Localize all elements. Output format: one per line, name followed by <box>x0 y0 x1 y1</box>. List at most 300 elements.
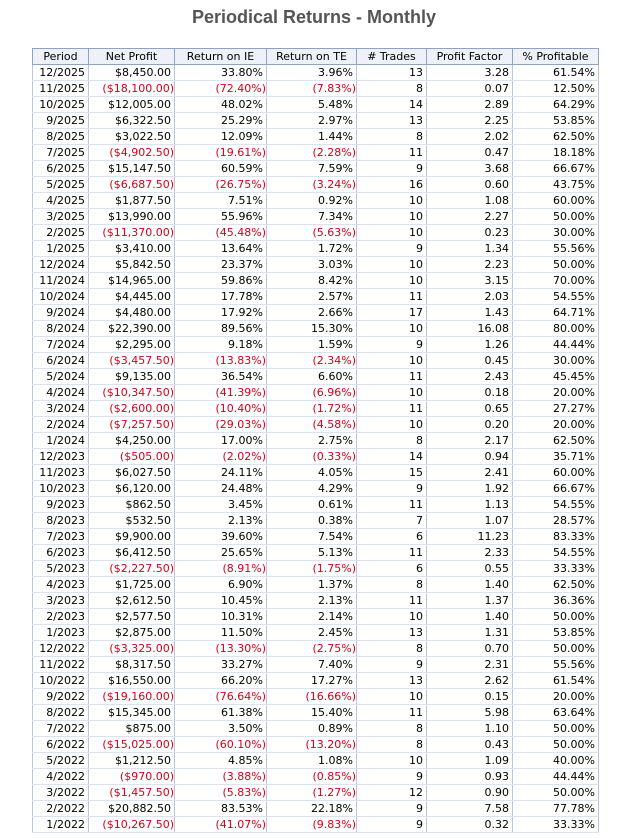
trades-cell: 7 <box>357 513 427 529</box>
return-on-te-cell: 22.18% <box>267 801 357 817</box>
percent-profitable-cell: 50.00% <box>513 737 599 753</box>
returns-table-container <box>32 48 599 833</box>
table-row <box>33 801 599 817</box>
net-profit-cell: ($3,325.00) <box>89 641 175 657</box>
net-profit-cell: $9,900.00 <box>89 529 175 545</box>
column-header-trades: # Trades <box>357 49 427 65</box>
period-cell: 5/2025 <box>33 177 89 193</box>
profit-factor-cell: 0.45 <box>427 353 513 369</box>
percent-profitable-cell: 50.00% <box>513 641 599 657</box>
table-row <box>33 177 599 193</box>
percent-profitable-cell: 40.00% <box>513 753 599 769</box>
period-cell: 8/2025 <box>33 129 89 145</box>
return-on-ie-cell: (72.40%) <box>175 81 267 97</box>
net-profit-cell: $6,322.50 <box>89 113 175 129</box>
percent-profitable-cell: 60.00% <box>513 465 599 481</box>
percent-profitable-cell: 61.54% <box>513 673 599 689</box>
period-cell: 2/2024 <box>33 417 89 433</box>
percent-profitable-cell: 20.00% <box>513 385 599 401</box>
return-on-te-cell: 6.60% <box>267 369 357 385</box>
profit-factor-cell: 0.07 <box>427 81 513 97</box>
net-profit-cell: $12,005.00 <box>89 97 175 113</box>
table-row <box>33 65 599 81</box>
net-profit-cell: $1,877.50 <box>89 193 175 209</box>
table-row <box>33 721 599 737</box>
percent-profitable-cell: 83.33% <box>513 529 599 545</box>
return-on-ie-cell: 4.85% <box>175 753 267 769</box>
percent-profitable-cell: 30.00% <box>513 353 599 369</box>
period-cell: 12/2025 <box>33 65 89 81</box>
return-on-ie-cell: 9.18% <box>175 337 267 353</box>
trades-cell: 11 <box>357 545 427 561</box>
return-on-ie-cell: 55.96% <box>175 209 267 225</box>
period-cell: 9/2022 <box>33 689 89 705</box>
trades-cell: 8 <box>357 577 427 593</box>
return-on-ie-cell: 2.13% <box>175 513 267 529</box>
table-header-row <box>33 49 599 65</box>
return-on-ie-cell: 13.64% <box>175 241 267 257</box>
net-profit-cell: $15,147.50 <box>89 161 175 177</box>
return-on-ie-cell: (10.40%) <box>175 401 267 417</box>
table-body <box>33 65 599 833</box>
trades-cell: 13 <box>357 625 427 641</box>
return-on-te-cell: 7.54% <box>267 529 357 545</box>
profit-factor-cell: 2.03 <box>427 289 513 305</box>
profit-factor-cell: 0.94 <box>427 449 513 465</box>
net-profit-cell: $6,027.50 <box>89 465 175 481</box>
return-on-te-cell: 0.38% <box>267 513 357 529</box>
return-on-te-cell: (9.83%) <box>267 817 357 833</box>
return-on-ie-cell: 12.09% <box>175 129 267 145</box>
return-on-te-cell: 2.57% <box>267 289 357 305</box>
return-on-te-cell: (2.75%) <box>267 641 357 657</box>
percent-profitable-cell: 55.56% <box>513 241 599 257</box>
trades-cell: 15 <box>357 465 427 481</box>
net-profit-cell: $4,250.00 <box>89 433 175 449</box>
return-on-ie-cell: 39.60% <box>175 529 267 545</box>
trades-cell: 10 <box>357 417 427 433</box>
table-row <box>33 289 599 305</box>
return-on-ie-cell: (45.48%) <box>175 225 267 241</box>
column-header-percent-profitable: % Profitable <box>513 49 599 65</box>
period-cell: 3/2022 <box>33 785 89 801</box>
return-on-ie-cell: 48.02% <box>175 97 267 113</box>
period-cell: 4/2022 <box>33 769 89 785</box>
return-on-te-cell: 15.40% <box>267 705 357 721</box>
period-cell: 1/2025 <box>33 241 89 257</box>
net-profit-cell: $2,295.00 <box>89 337 175 353</box>
trades-cell: 8 <box>357 721 427 737</box>
net-profit-cell: $2,875.00 <box>89 625 175 641</box>
return-on-ie-cell: 25.65% <box>175 545 267 561</box>
page-title: Periodical Returns - Monthly <box>191 7 437 27</box>
percent-profitable-cell: 61.54% <box>513 65 599 81</box>
profit-factor-cell: 3.28 <box>427 65 513 81</box>
return-on-te-cell: (1.72%) <box>267 401 357 417</box>
table-row <box>33 417 599 433</box>
return-on-te-cell: 0.89% <box>267 721 357 737</box>
return-on-ie-cell: 10.45% <box>175 593 267 609</box>
percent-profitable-cell: 30.00% <box>513 225 599 241</box>
profit-factor-cell: 0.70 <box>427 641 513 657</box>
return-on-ie-cell: (5.83%) <box>175 785 267 801</box>
net-profit-cell: $22,390.00 <box>89 321 175 337</box>
table-row <box>33 689 599 705</box>
table-row <box>33 817 599 833</box>
table-row <box>33 369 599 385</box>
period-cell: 9/2025 <box>33 113 89 129</box>
return-on-ie-cell: 3.50% <box>175 721 267 737</box>
net-profit-cell: ($19,160.00) <box>89 689 175 705</box>
trades-cell: 11 <box>357 289 427 305</box>
trades-cell: 17 <box>357 305 427 321</box>
period-cell: 7/2025 <box>33 145 89 161</box>
percent-profitable-cell: 33.33% <box>513 561 599 577</box>
net-profit-cell: ($18,100.00) <box>89 81 175 97</box>
return-on-ie-cell: (26.75%) <box>175 177 267 193</box>
net-profit-cell: $3,022.50 <box>89 129 175 145</box>
column-header-return-on-te: Return on TE <box>267 49 357 65</box>
profit-factor-cell: 0.47 <box>427 145 513 161</box>
trades-cell: 10 <box>357 353 427 369</box>
return-on-te-cell: (2.28%) <box>267 145 357 161</box>
trades-cell: 10 <box>357 209 427 225</box>
profit-factor-cell: 1.43 <box>427 305 513 321</box>
profit-factor-cell: 2.02 <box>427 129 513 145</box>
return-on-te-cell: 2.13% <box>267 593 357 609</box>
percent-profitable-cell: 54.55% <box>513 289 599 305</box>
return-on-ie-cell: 10.31% <box>175 609 267 625</box>
percent-profitable-cell: 70.00% <box>513 273 599 289</box>
return-on-te-cell: 5.48% <box>267 97 357 113</box>
trades-cell: 8 <box>357 641 427 657</box>
period-cell: 11/2023 <box>33 465 89 481</box>
trades-cell: 11 <box>357 369 427 385</box>
table-row <box>33 161 599 177</box>
period-cell: 5/2023 <box>33 561 89 577</box>
return-on-ie-cell: 66.20% <box>175 673 267 689</box>
period-cell: 12/2022 <box>33 641 89 657</box>
net-profit-cell: $6,412.50 <box>89 545 175 561</box>
trades-cell: 11 <box>357 401 427 417</box>
percent-profitable-cell: 12.50% <box>513 81 599 97</box>
net-profit-cell: ($15,025.00) <box>89 737 175 753</box>
percent-profitable-cell: 18.18% <box>513 145 599 161</box>
net-profit-cell: ($10,347.50) <box>89 385 175 401</box>
trades-cell: 13 <box>357 673 427 689</box>
return-on-ie-cell: (8.91%) <box>175 561 267 577</box>
percent-profitable-cell: 80.00% <box>513 321 599 337</box>
period-cell: 11/2024 <box>33 273 89 289</box>
net-profit-cell: ($2,227.50) <box>89 561 175 577</box>
net-profit-cell: $5,842.50 <box>89 257 175 273</box>
percent-profitable-cell: 20.00% <box>513 417 599 433</box>
net-profit-cell: $2,577.50 <box>89 609 175 625</box>
table-row <box>33 209 599 225</box>
column-header-period: Period <box>33 49 89 65</box>
net-profit-cell: ($2,600.00) <box>89 401 175 417</box>
return-on-ie-cell: 7.51% <box>175 193 267 209</box>
profit-factor-cell: 2.17 <box>427 433 513 449</box>
profit-factor-cell: 1.40 <box>427 609 513 625</box>
period-cell: 10/2024 <box>33 289 89 305</box>
profit-factor-cell: 0.18 <box>427 385 513 401</box>
trades-cell: 10 <box>357 385 427 401</box>
trades-cell: 8 <box>357 737 427 753</box>
profit-factor-cell: 1.37 <box>427 593 513 609</box>
percent-profitable-cell: 62.50% <box>513 433 599 449</box>
period-cell: 10/2025 <box>33 97 89 113</box>
return-on-ie-cell: 11.50% <box>175 625 267 641</box>
table-row <box>33 113 599 129</box>
table-row <box>33 705 599 721</box>
table-row <box>33 753 599 769</box>
net-profit-cell: $3,410.00 <box>89 241 175 257</box>
table-row <box>33 337 599 353</box>
return-on-te-cell: 1.72% <box>267 241 357 257</box>
trades-cell: 6 <box>357 529 427 545</box>
net-profit-cell: ($11,370.00) <box>89 225 175 241</box>
return-on-ie-cell: 25.29% <box>175 113 267 129</box>
period-cell: 9/2023 <box>33 497 89 513</box>
percent-profitable-cell: 50.00% <box>513 609 599 625</box>
period-cell: 9/2024 <box>33 305 89 321</box>
net-profit-cell: ($505.00) <box>89 449 175 465</box>
period-cell: 4/2023 <box>33 577 89 593</box>
return-on-te-cell: (0.85%) <box>267 769 357 785</box>
profit-factor-cell: 0.60 <box>427 177 513 193</box>
net-profit-cell: ($1,457.50) <box>89 785 175 801</box>
period-cell: 5/2024 <box>33 369 89 385</box>
table-row <box>33 353 599 369</box>
percent-profitable-cell: 54.55% <box>513 545 599 561</box>
period-cell: 8/2024 <box>33 321 89 337</box>
trades-cell: 16 <box>357 177 427 193</box>
return-on-te-cell: 2.97% <box>267 113 357 129</box>
return-on-ie-cell: 3.45% <box>175 497 267 513</box>
period-cell: 1/2022 <box>33 817 89 833</box>
table-row <box>33 625 599 641</box>
profit-factor-cell: 16.08 <box>427 321 513 337</box>
table-row <box>33 97 599 113</box>
table-row <box>33 129 599 145</box>
trades-cell: 11 <box>357 705 427 721</box>
table-row <box>33 497 599 513</box>
net-profit-cell: $875.00 <box>89 721 175 737</box>
profit-factor-cell: 2.27 <box>427 209 513 225</box>
return-on-te-cell: 2.45% <box>267 625 357 641</box>
period-cell: 6/2022 <box>33 737 89 753</box>
profit-factor-cell: 2.62 <box>427 673 513 689</box>
return-on-ie-cell: 33.27% <box>175 657 267 673</box>
percent-profitable-cell: 62.50% <box>513 577 599 593</box>
net-profit-cell: $6,120.00 <box>89 481 175 497</box>
net-profit-cell: $1,212.50 <box>89 753 175 769</box>
return-on-ie-cell: 36.54% <box>175 369 267 385</box>
period-cell: 11/2022 <box>33 657 89 673</box>
percent-profitable-cell: 66.67% <box>513 481 599 497</box>
percent-profitable-cell: 44.44% <box>513 769 599 785</box>
period-cell: 1/2023 <box>33 625 89 641</box>
period-cell: 2/2023 <box>33 609 89 625</box>
period-cell: 3/2024 <box>33 401 89 417</box>
percent-profitable-cell: 20.00% <box>513 689 599 705</box>
trades-cell: 12 <box>357 785 427 801</box>
table-row <box>33 145 599 161</box>
return-on-te-cell: 1.37% <box>267 577 357 593</box>
trades-cell: 8 <box>357 81 427 97</box>
percent-profitable-cell: 77.78% <box>513 801 599 817</box>
period-cell: 8/2022 <box>33 705 89 721</box>
profit-factor-cell: 1.34 <box>427 241 513 257</box>
table-row <box>33 481 599 497</box>
table-row <box>33 241 599 257</box>
return-on-te-cell: 15.30% <box>267 321 357 337</box>
net-profit-cell: $8,450.00 <box>89 65 175 81</box>
period-cell: 6/2024 <box>33 353 89 369</box>
trades-cell: 10 <box>357 689 427 705</box>
return-on-ie-cell: (2.02%) <box>175 449 267 465</box>
percent-profitable-cell: 62.50% <box>513 129 599 145</box>
period-cell: 4/2025 <box>33 193 89 209</box>
profit-factor-cell: 1.09 <box>427 753 513 769</box>
table-row <box>33 81 599 97</box>
period-cell: 7/2023 <box>33 529 89 545</box>
percent-profitable-cell: 35.71% <box>513 449 599 465</box>
trades-cell: 10 <box>357 273 427 289</box>
return-on-ie-cell: 59.86% <box>175 273 267 289</box>
return-on-te-cell: 2.14% <box>267 609 357 625</box>
table-row <box>33 593 599 609</box>
table-row <box>33 385 599 401</box>
return-on-ie-cell: (60.10%) <box>175 737 267 753</box>
profit-factor-cell: 7.58 <box>427 801 513 817</box>
table-row <box>33 321 599 337</box>
period-cell: 3/2023 <box>33 593 89 609</box>
trades-cell: 11 <box>357 497 427 513</box>
profit-factor-cell: 0.23 <box>427 225 513 241</box>
profit-factor-cell: 1.10 <box>427 721 513 737</box>
profit-factor-cell: 3.68 <box>427 161 513 177</box>
return-on-ie-cell: 17.92% <box>175 305 267 321</box>
percent-profitable-cell: 60.00% <box>513 193 599 209</box>
return-on-ie-cell: 17.78% <box>175 289 267 305</box>
net-profit-cell: $13,990.00 <box>89 209 175 225</box>
trades-cell: 10 <box>357 225 427 241</box>
period-cell: 12/2024 <box>33 257 89 273</box>
table-row <box>33 433 599 449</box>
return-on-ie-cell: (76.64%) <box>175 689 267 705</box>
period-cell: 2/2025 <box>33 225 89 241</box>
table-row <box>33 609 599 625</box>
table-row <box>33 225 599 241</box>
percent-profitable-cell: 50.00% <box>513 209 599 225</box>
return-on-te-cell: 1.59% <box>267 337 357 353</box>
period-cell: 7/2022 <box>33 721 89 737</box>
percent-profitable-cell: 50.00% <box>513 721 599 737</box>
return-on-te-cell: 2.66% <box>267 305 357 321</box>
return-on-ie-cell: 60.59% <box>175 161 267 177</box>
net-profit-cell: $9,135.00 <box>89 369 175 385</box>
return-on-te-cell: 3.96% <box>267 65 357 81</box>
table-row <box>33 513 599 529</box>
return-on-ie-cell: 89.56% <box>175 321 267 337</box>
profit-factor-cell: 0.93 <box>427 769 513 785</box>
period-cell: 7/2024 <box>33 337 89 353</box>
return-on-ie-cell: (13.30%) <box>175 641 267 657</box>
profit-factor-cell: 0.65 <box>427 401 513 417</box>
period-cell: 3/2025 <box>33 209 89 225</box>
return-on-ie-cell: 24.11% <box>175 465 267 481</box>
percent-profitable-cell: 55.56% <box>513 657 599 673</box>
return-on-te-cell: 0.61% <box>267 497 357 513</box>
percent-profitable-cell: 36.36% <box>513 593 599 609</box>
table-row <box>33 545 599 561</box>
period-cell: 11/2025 <box>33 81 89 97</box>
column-header-net-profit: Net Profit <box>89 49 175 65</box>
return-on-ie-cell: (19.61%) <box>175 145 267 161</box>
trades-cell: 13 <box>357 65 427 81</box>
return-on-te-cell: 17.27% <box>267 673 357 689</box>
net-profit-cell: ($4,902.50) <box>89 145 175 161</box>
column-header-return-on-ie: Return on IE <box>175 49 267 65</box>
profit-factor-cell: 3.15 <box>427 273 513 289</box>
table-row <box>33 529 599 545</box>
net-profit-cell: ($6,687.50) <box>89 177 175 193</box>
net-profit-cell: $532.50 <box>89 513 175 529</box>
profit-factor-cell: 2.89 <box>427 97 513 113</box>
table-row <box>33 769 599 785</box>
return-on-te-cell: 3.03% <box>267 257 357 273</box>
trades-cell: 11 <box>357 145 427 161</box>
profit-factor-cell: 2.33 <box>427 545 513 561</box>
period-cell: 6/2023 <box>33 545 89 561</box>
trades-cell: 9 <box>357 241 427 257</box>
return-on-ie-cell: 33.80% <box>175 65 267 81</box>
profit-factor-cell: 2.25 <box>427 113 513 129</box>
table-row <box>33 449 599 465</box>
net-profit-cell: $4,480.00 <box>89 305 175 321</box>
trades-cell: 14 <box>357 449 427 465</box>
return-on-ie-cell: 6.90% <box>175 577 267 593</box>
return-on-te-cell: 1.44% <box>267 129 357 145</box>
percent-profitable-cell: 50.00% <box>513 785 599 801</box>
return-on-ie-cell: 17.00% <box>175 433 267 449</box>
return-on-te-cell: (6.96%) <box>267 385 357 401</box>
trades-cell: 9 <box>357 657 427 673</box>
percent-profitable-cell: 50.00% <box>513 257 599 273</box>
table-row <box>33 561 599 577</box>
profit-factor-cell: 1.92 <box>427 481 513 497</box>
trades-cell: 13 <box>357 113 427 129</box>
percent-profitable-cell: 27.27% <box>513 401 599 417</box>
return-on-te-cell: 8.42% <box>267 273 357 289</box>
profit-factor-cell: 11.23 <box>427 529 513 545</box>
table-row <box>33 305 599 321</box>
column-header-profit-factor: Profit Factor <box>427 49 513 65</box>
period-cell: 2/2022 <box>33 801 89 817</box>
table-row <box>33 641 599 657</box>
percent-profitable-cell: 44.44% <box>513 337 599 353</box>
trades-cell: 14 <box>357 97 427 113</box>
trades-cell: 10 <box>357 193 427 209</box>
table-row <box>33 257 599 273</box>
table-row <box>33 785 599 801</box>
periodical-returns-table <box>32 48 599 833</box>
net-profit-cell: $14,965.00 <box>89 273 175 289</box>
return-on-te-cell: (1.27%) <box>267 785 357 801</box>
net-profit-cell: ($970.00) <box>89 769 175 785</box>
